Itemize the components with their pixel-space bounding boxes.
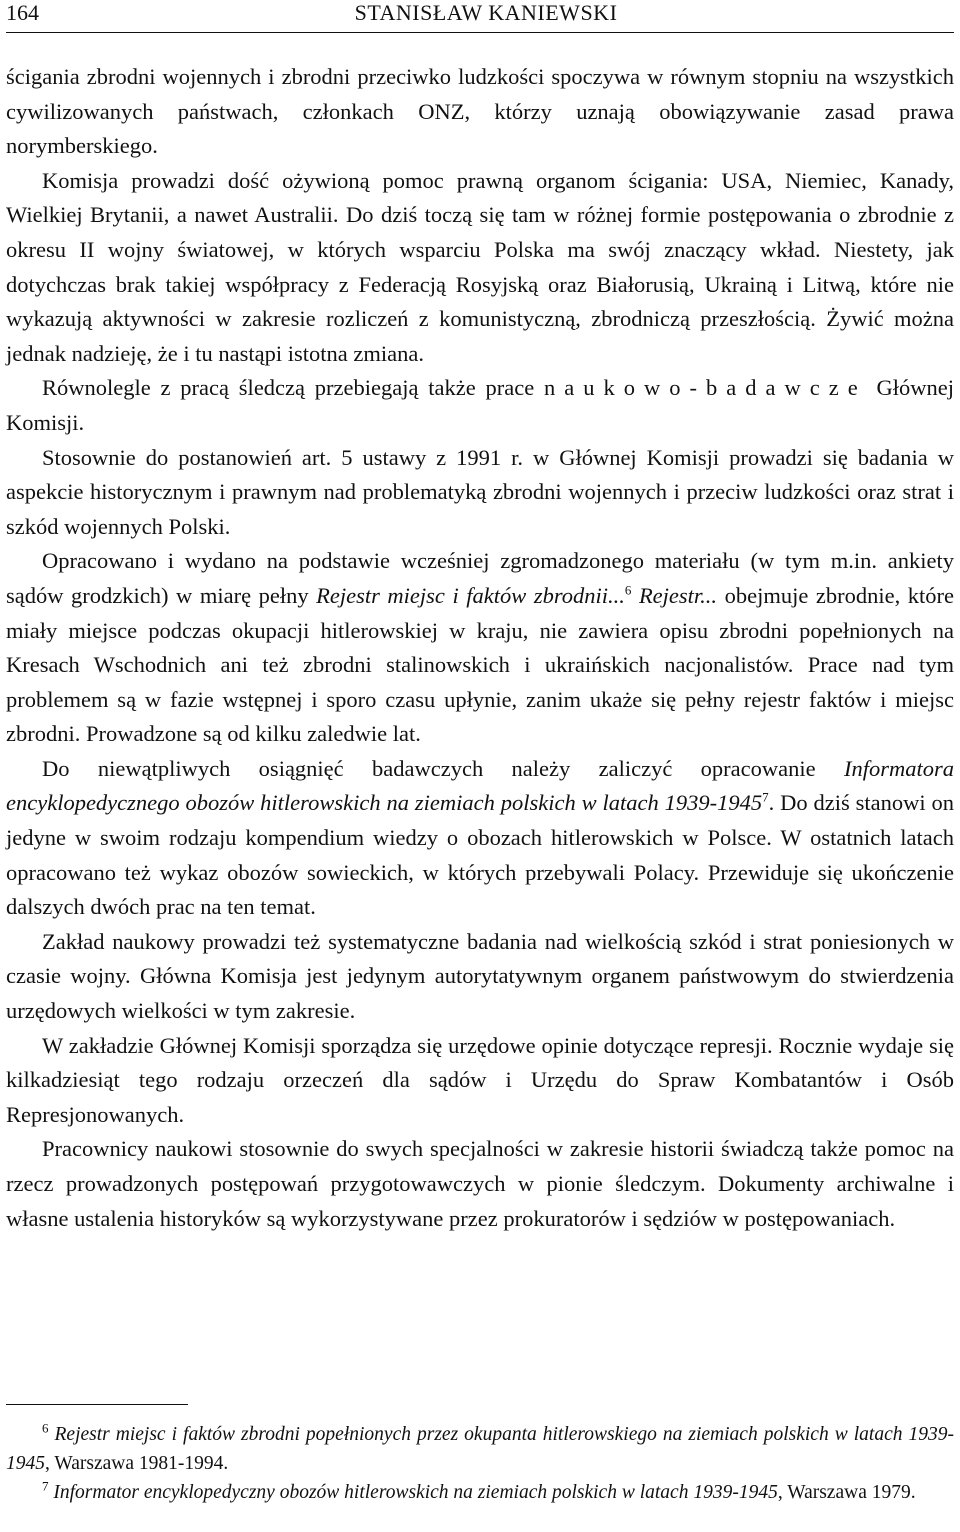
paragraph-text: obejmuje zbrodnie, które miały miejsce podczas okupacji hitlerowskiej w kraju, nie zawiera opisu zbrodni popełnionych na Kresach Wschodnich ani też zbrodni stalinowskich i ukraińskich nacjonalistów. Prace nad tym problemem są w fazie wstępnej i sporo czasu upłynie, zanim ukaże się pełny rejestr faktów i miejsc zbrodni. Prowadzone są od kilku zaledwie lat. <box>6 582 955 747</box>
header-rule <box>6 32 954 33</box>
paragraph-4 <box>6 441 954 545</box>
paragraph-text: ścigania zbrodni wojennych i zbrodni przeciwko ludzkości spoczywa w równym stopniu na wszystkich cywilizowanych państwach, członkach ONZ, którzy uznają obowiązywanie zasad prawa norymberskiego. <box>6 64 954 159</box>
paragraph-8 <box>6 1029 954 1133</box>
paragraph-text: Opracowano i wydano na podstawie wcześniej zgromadzonego materiału (w tym m.in. ankiety sądów grodzkich) w miarę pełny <box>6 548 954 608</box>
footnote-ref-7: 7 <box>762 789 769 805</box>
paragraph-text: . Do dziś stanowi on jedyne w swoim rodzaju kompendium wiedzy o obozach hitlerowskich w Polsce. W ostatnich latach opracowano też wykaz obozów sowieckich, w których przebywali Polacy. Przewiduje się ukończenie dalszych dwóch prac na ten temat. <box>6 790 954 920</box>
paragraph-text: Stosownie do postanowień art. 5 ustawy z 1991 r. w Głównej Komisji prowadzi się badania w aspekcie historycznym i prawnym nad problematyką zbrodni wojennych i przeciw ludzkości oraz strat i szkód wojennych Polski. <box>6 444 954 539</box>
italic-title: Rejestr... <box>638 582 718 608</box>
footnotes <box>6 1420 954 1507</box>
footnote-rule <box>6 1404 188 1405</box>
page-header <box>6 0 954 30</box>
footnote-title: Rejestr miejsc i faktów zbrodni popełnionych przez okupanta hitlerowskiego na ziemiach polskich w latach 1939-1945 <box>6 1424 954 1474</box>
footnote-number: 6 <box>42 1420 49 1436</box>
paragraph-text: Zakład naukowy prowadzi też systematyczne badania nad wielkością szkód i strat poniesionych w czasie wojny. Główna Komisja jest jedynym autorytatywnym organem państwowym do stwierdzenia urzędowych wielkości w tym zakresie. <box>6 928 954 1024</box>
paragraph-text: Równolegle z pracą śledczą przebiegają także prace <box>42 375 545 401</box>
footnote-text: , Warszawa 1979. <box>777 1482 916 1503</box>
paragraph-3 <box>6 371 954 440</box>
paragraph-text: Pracownicy naukowi stosownie do swych specjalności w zakresie historii świadczą także pomoc na rzecz prowadzonych postępowań przygotowawczych w pionie śledczym. Dokumenty archiwalne i własne ustalenia historyków są wykorzystywane przez prokuratorów i sędziów w postępowaniach. <box>6 1136 954 1231</box>
italic-title: Rejestr miejsc i faktów zbrodnii... <box>316 582 625 608</box>
footnote-ref-6: 6 <box>624 582 632 598</box>
paragraph-text: Do niewątpliwych osiągnięć badawczych należy zaliczyć opracowanie <box>42 755 844 781</box>
italic-title: Informatora encyklopedycznego obozów hitlerowskich na ziemiach polskich w latach 1939-1945 <box>6 755 954 816</box>
paragraph-text: W zakładzie Głównej Komisji sporządza się urzędowe opinie dotyczące represji. Rocznie wydaje się kilkadziesiąt tego rodzaju orzeczeń dla sądów i Urzędu do Spraw Kombatantów i Osób Represjonowanych. <box>6 1032 954 1127</box>
footnote-7 <box>6 1478 954 1507</box>
spaced-emphasis: naukowo-badawcze <box>544 375 867 401</box>
footnote-number: 7 <box>42 1478 49 1494</box>
footnote-title: Informator encyklopedyczny obozów hitlerowskich na ziemiach polskich w latach 1939-1945 <box>53 1482 778 1503</box>
paragraph-7 <box>6 925 954 1029</box>
footnote-6 <box>6 1420 954 1478</box>
paragraph-6 <box>6 752 954 925</box>
paragraph-5 <box>6 544 954 752</box>
body-text <box>6 60 954 1236</box>
paragraph-1 <box>6 60 954 164</box>
footnote-text: , Warszawa 1981-1994. <box>45 1453 229 1474</box>
paragraph-9 <box>6 1132 954 1236</box>
running-head: STANISŁAW KANIEWSKI <box>354 0 618 25</box>
paragraph-2 <box>6 164 954 372</box>
paragraph-text: Głównej Komisji. <box>6 375 954 435</box>
page-number: 164 <box>6 0 39 25</box>
paragraph-text: Komisja prowadzi dość ożywioną pomoc prawną organom ścigania: USA, Niemiec, Kanady, Wielkiej Brytanii, a nawet Australii. Do dziś toczą się tam w różnej formie postępowania o zbrodnie z okresu II wojny światowej, w których wsparciu Polska ma swój znaczący wkład. Niestety, jak dotychczas brak takiej współpracy z Federacją Rosyjską oraz Białorusią, Ukrainą i Litwą, które nie wykazują aktywności w zakresie rozliczeń z komunistyczną, zbrodniczą przeszłością. Żywić można jednak nadzieję, że i tu nastąpi istotna zmiana. <box>6 167 954 366</box>
